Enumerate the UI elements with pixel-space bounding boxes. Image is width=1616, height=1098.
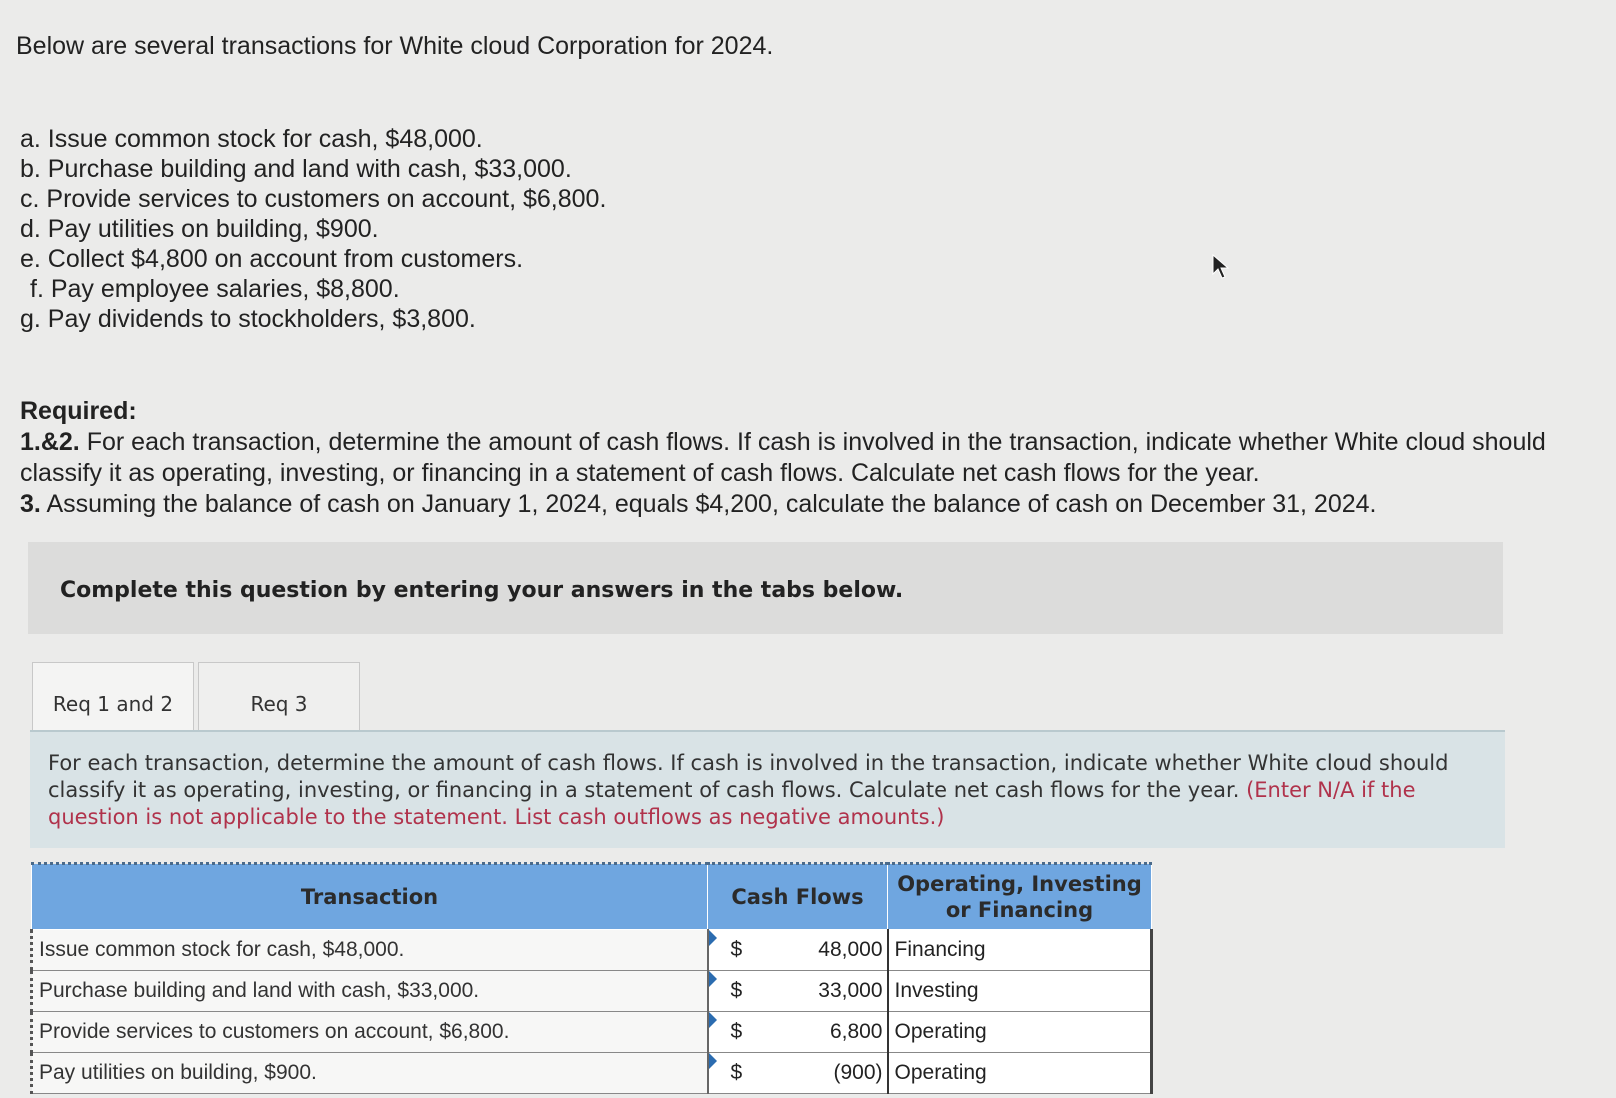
currency-symbol: $ — [730, 938, 743, 961]
required-item-3 — [20, 489, 1600, 520]
classification-select[interactable]: Operating — [888, 1053, 1152, 1094]
cash-flow-value: 6,800 — [829, 1020, 883, 1043]
table-row — [32, 930, 1152, 971]
list-item: b. Purchase building and land with cash, $33,000. — [20, 155, 572, 183]
currency-symbol: $ — [730, 1020, 743, 1043]
panel-note: (Enter N/A if the question is not applicable to the statement. List cash outflows as negative amounts.) — [48, 778, 1416, 829]
required-label-1-2: 1.&2. — [20, 428, 80, 456]
classification-select[interactable]: Operating — [888, 1012, 1152, 1053]
list-item: e. Collect $4,800 on account from customers. — [20, 245, 524, 273]
cash-flow-value: (900) — [833, 1061, 883, 1084]
classification-select[interactable]: Investing — [888, 971, 1152, 1012]
header-classification: Operating, Investing or Financing — [888, 864, 1152, 930]
required-label-3: 3. — [20, 490, 41, 518]
tab-req-3[interactable]: Req 3 — [198, 662, 360, 744]
currency-symbol: $ — [730, 1061, 743, 1084]
transaction-cell: Purchase building and land with cash, $33,000. — [32, 971, 708, 1012]
flag-icon — [709, 1012, 717, 1028]
list-item: d. Pay utilities on building, $900. — [20, 215, 379, 243]
list-item: f. Pay employee salaries, $8,800. — [30, 275, 400, 303]
instruction-box: Complete this question by entering your answers in the tabs below. — [28, 542, 1503, 634]
cash-flow-input[interactable] — [708, 1012, 888, 1053]
required-text-3: Assuming the balance of cash on January 1, 2024, equals $4,200, calculate the balance of cash on December 31, 2024. — [46, 490, 1377, 518]
currency-symbol: $ — [730, 979, 743, 1002]
flag-icon — [709, 1053, 717, 1069]
list-item: g. Pay dividends to stockholders, $3,800. — [20, 305, 476, 333]
cash-flow-input[interactable] — [708, 971, 888, 1012]
intro-text: Below are several transactions for White cloud Corporation for 2024. — [16, 32, 774, 60]
tab-panel-instructions — [30, 730, 1505, 848]
transaction-list — [20, 124, 606, 334]
cash-flow-input[interactable] — [708, 1053, 888, 1094]
required-text-1-2: For each transaction, determine the amount of cash flows. If cash is involved in the transaction, indicate whether White cloud should classify it as operating, investing, or financing in a statement of cash flows. Calculate net cash flows for the year. — [20, 428, 1546, 487]
list-item: c. Provide services to customers on account, $6,800. — [20, 185, 607, 213]
transaction-cell: Pay utilities on building, $900. — [32, 1053, 708, 1094]
required-heading: Required: — [20, 397, 137, 425]
tab-req-1-and-2[interactable]: Req 1 and 2 — [32, 662, 194, 744]
panel-text: For each transaction, determine the amount of cash flows. If cash is involved in the transaction, indicate whether White cloud should classify it as operating, investing, or financing in a statement of cash flows. Calculate net cash flows for the year. — [48, 751, 1449, 802]
transaction-cell: Provide services to customers on account, $6,800. — [32, 1012, 708, 1053]
cash-flow-input[interactable] — [708, 930, 888, 971]
flag-icon — [709, 971, 717, 987]
required-section — [20, 396, 1600, 520]
table-row — [32, 1053, 1152, 1094]
flag-icon — [709, 930, 717, 946]
classification-select[interactable]: Financing — [888, 930, 1152, 971]
answer-table — [30, 862, 1153, 1094]
cash-flow-value: 33,000 — [818, 979, 883, 1002]
list-item: a. Issue common stock for cash, $48,000. — [20, 125, 483, 153]
table-row — [32, 971, 1152, 1012]
table-header-row — [32, 864, 1152, 930]
required-item-1-2 — [20, 427, 1600, 489]
transaction-cell: Issue common stock for cash, $48,000. — [32, 930, 708, 971]
cash-flow-value: 48,000 — [818, 938, 883, 961]
mouse-cursor-icon — [1212, 254, 1230, 285]
table-row — [32, 1012, 1152, 1053]
header-transaction: Transaction — [32, 864, 708, 930]
header-cash-flows: Cash Flows — [708, 864, 888, 930]
